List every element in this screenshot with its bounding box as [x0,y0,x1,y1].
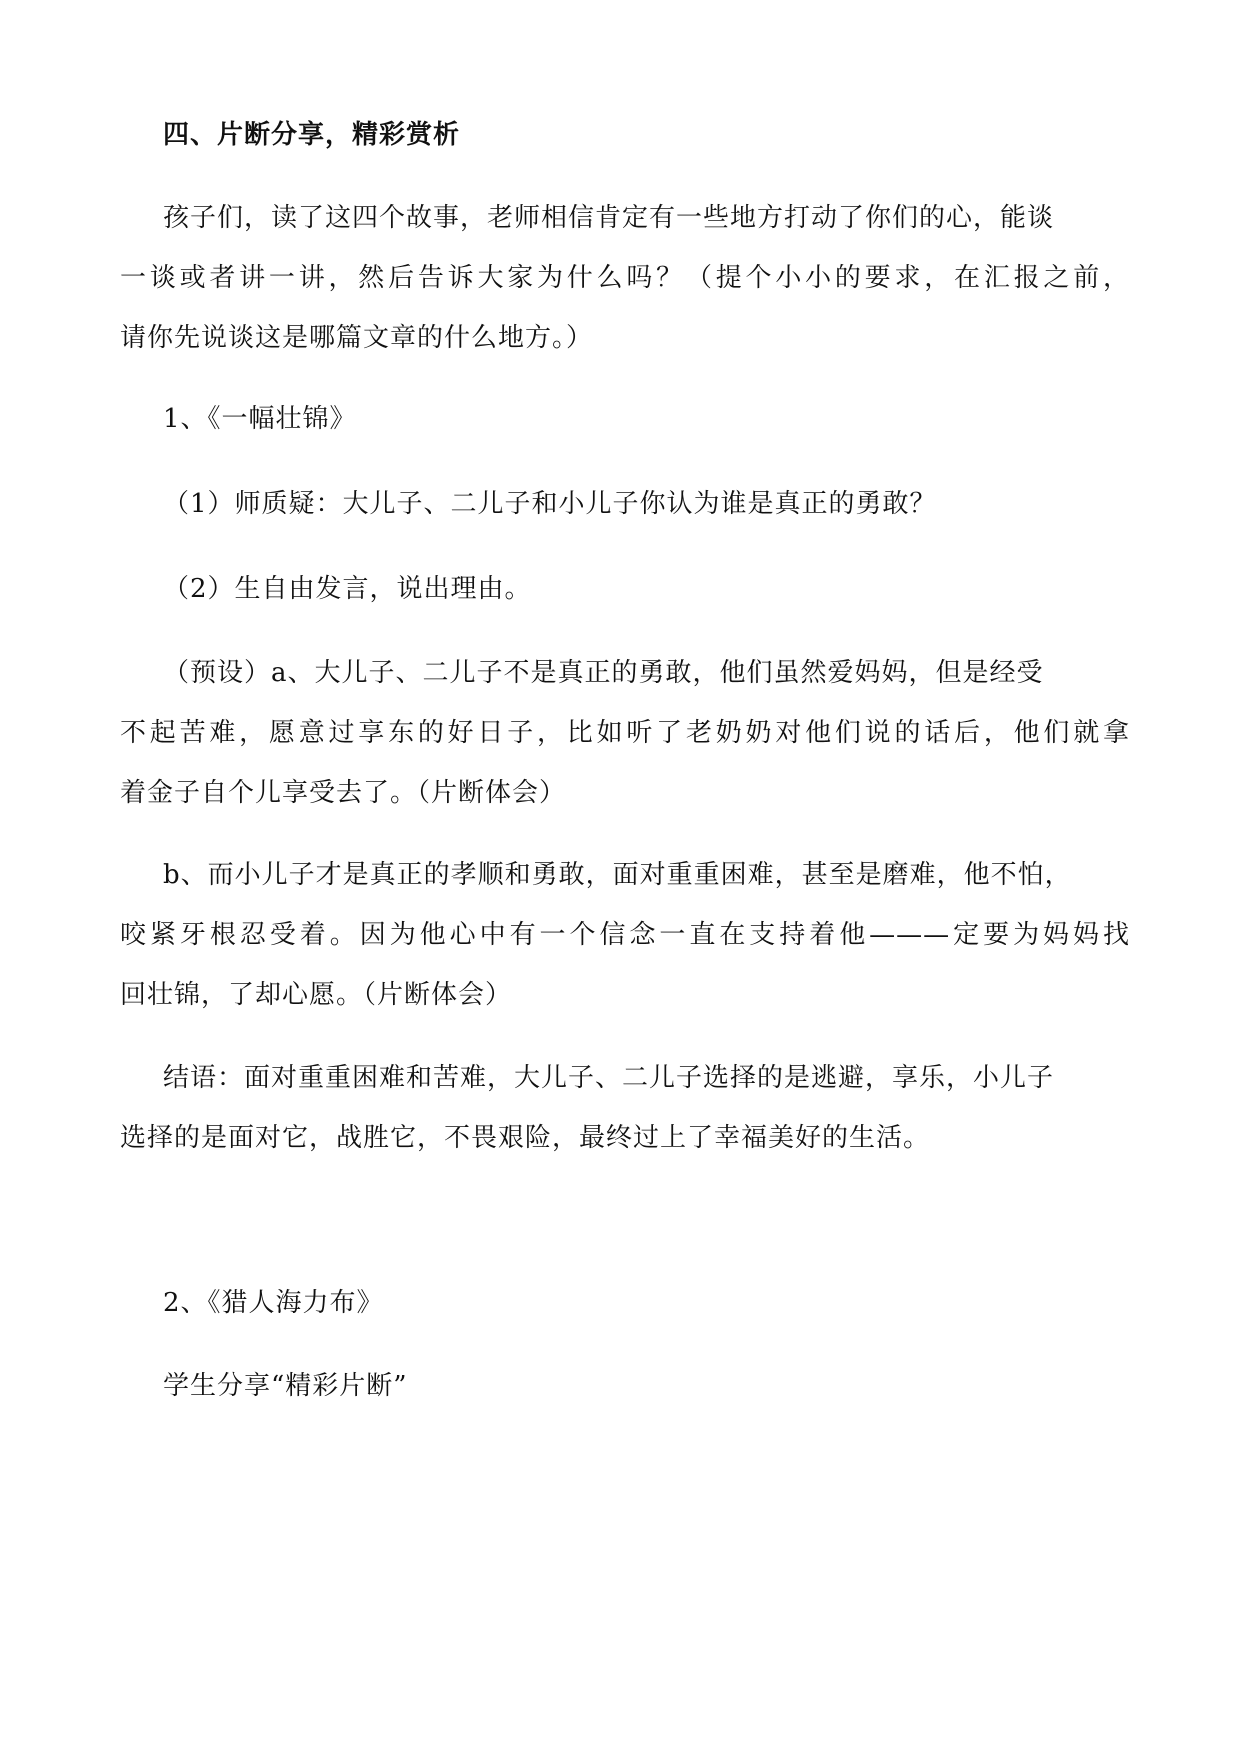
preset-a-line-2: 不起苦难，愿意过享东的好日子，比如听了老奶奶对他们说的话后，他们就拿 [120,718,1130,748]
section1-question-2: （2）生自由发言，说出理由。 [163,574,532,604]
section2-share: 学生分享“精彩片断” [163,1371,408,1401]
intro-line-1: 孩子们，读了这四个故事，老师相信肯定有一些地方打动了你们的心，能谈 [163,203,1055,233]
conclusion-line-2: 选择的是面对它，战胜它，不畏艰险，最终过上了幸福美好的生活。 [120,1123,931,1153]
preset-a-line-1: （预设）a、大儿子、二儿子不是真正的勇敢，他们虽然爱妈妈，但是经受 [163,658,1044,688]
intro-line-3: 请你先说谈这是哪篇文章的什么地方。） [120,323,594,353]
preset-b-line-3: 回壮锦，了却心愿。（片断体会） [120,980,513,1010]
section1-question-1: （1）师质疑：大儿子、二儿子和小儿子你认为谁是真正的勇敢？ [163,489,937,519]
preset-b-line-1: b、而小儿子才是真正的孝顺和勇敢，面对重重困难，甚至是磨难，他不怕， [163,860,1072,890]
preset-b-line-2: 咬紧牙根忍受着。因为他心中有一个信念一直在支持着他———定要为妈妈找 [120,920,1130,950]
preset-a-line-3: 着金子自个儿享受去了。（片断体会） [120,778,567,808]
conclusion-line-1: 结语：面对重重困难和苦难，大儿子、二儿子选择的是逃避，享乐，小儿子 [163,1063,1055,1093]
section2-title: 2、《猎人海力布》 [163,1288,384,1318]
section-heading: 四、片断分享，精彩赏析 [163,120,461,150]
intro-line-2: 一谈或者讲一讲，然后告诉大家为什么吗？（提个小小的要求，在汇报之前， [120,263,1130,293]
section1-title: 1、《一幅壮锦》 [163,404,357,434]
